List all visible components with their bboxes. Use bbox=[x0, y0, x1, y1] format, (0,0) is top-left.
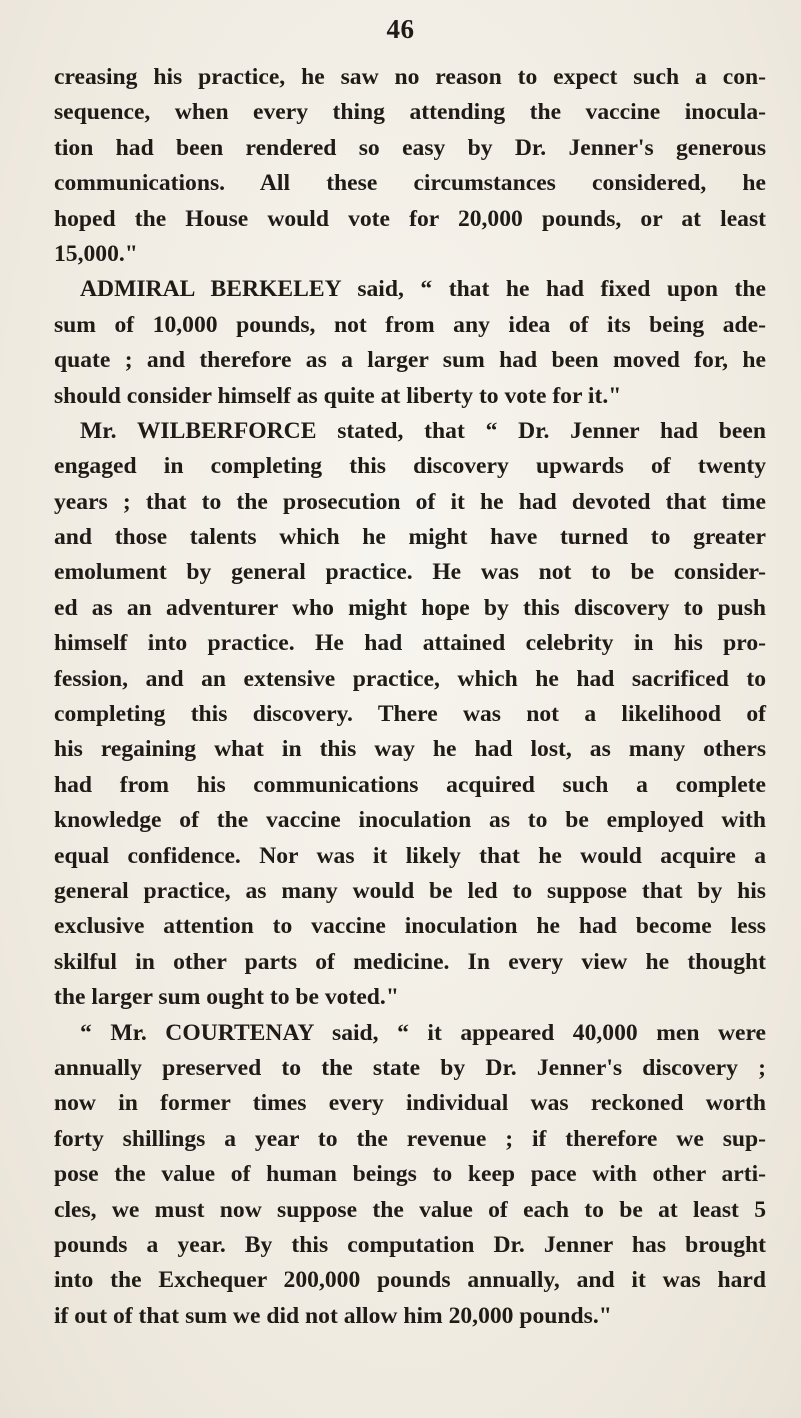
text-line: emolument by general practice. He was not to be consider- bbox=[54, 559, 766, 586]
text-line: hoped the House would vote for 20,000 pounds, or at least bbox=[54, 205, 766, 232]
text-line: sequence, when every thing attending the vaccine inocula- bbox=[54, 99, 766, 126]
text-line: and those talents which he might have turned to greater bbox=[54, 524, 766, 551]
text-line: engaged in completing this discovery upwards of twenty bbox=[54, 453, 766, 480]
text-line: quate ; and therefore as a larger sum had been moved for, he bbox=[54, 347, 766, 374]
text-line: ADMIRAL BERKELEY said, “ that he had fixed upon the bbox=[80, 276, 766, 303]
text-line: Mr. WILBERFORCE stated, that “ Dr. Jenner had been bbox=[80, 417, 766, 444]
text-line: communications. All these circumstances considered, he bbox=[54, 170, 766, 197]
text-line: completing this discovery. There was not a likelihood of bbox=[54, 701, 766, 728]
text-line: annually preserved to the state by Dr. Jenner's discovery ; bbox=[54, 1054, 766, 1081]
text-line: himself into practice. He had attained celebrity in his pro- bbox=[54, 630, 766, 657]
text-line: if out of that sum we did not allow him 20,000 pounds." bbox=[54, 1302, 612, 1329]
text-line: years ; that to the prosecution of it he had devoted that time bbox=[54, 488, 766, 515]
text-line: general practice, as many would be led to suppose that by his bbox=[54, 877, 766, 904]
text-line: sum of 10,000 pounds, not from any idea of its being ade- bbox=[54, 311, 766, 338]
text-line: his regaining what in this way he had lost, as many others bbox=[54, 736, 766, 763]
text-line: fession, and an extensive practice, which he had sacrificed to bbox=[54, 665, 766, 692]
text-line: knowledge of the vaccine inoculation as to be employed with bbox=[54, 807, 766, 834]
text-line: had from his communications acquired such a complete bbox=[54, 771, 766, 798]
text-line: equal confidence. Nor was it likely that he would acquire a bbox=[54, 842, 766, 869]
text-line: skilful in other parts of medicine. In every view he thought bbox=[54, 948, 766, 975]
text-line: ed as an adventurer who might hope by this discovery to push bbox=[54, 594, 766, 621]
text-line: into the Exchequer 200,000 pounds annually, and it was hard bbox=[54, 1267, 766, 1294]
page-number: 46 bbox=[386, 14, 415, 44]
text-line: now in former times every individual was reckoned worth bbox=[54, 1090, 766, 1117]
text-line: 15,000." bbox=[54, 240, 138, 267]
text-line: “ Mr. COURTENAY said, “ it appeared 40,000 men were bbox=[80, 1019, 766, 1046]
text-line: pounds a year. By this computation Dr. Jenner has brought bbox=[54, 1231, 766, 1258]
body-text bbox=[54, 60, 766, 1334]
text-line: forty shillings a year to the revenue ; if therefore we sup- bbox=[54, 1125, 766, 1152]
text-line: exclusive attention to vaccine inoculation he had become less bbox=[54, 913, 766, 940]
text-line: tion had been rendered so easy by Dr. Jenner's generous bbox=[54, 134, 766, 161]
text-line: should consider himself as quite at liberty to vote for it." bbox=[54, 382, 622, 409]
text-line: cles, we must now suppose the value of each to be at least 5 bbox=[54, 1196, 766, 1223]
text-line: the larger sum ought to be voted." bbox=[54, 984, 399, 1011]
text-line: pose the value of human beings to keep pace with other arti- bbox=[54, 1161, 766, 1188]
text-line: creasing his practice, he saw no reason to expect such a con- bbox=[54, 64, 766, 90]
